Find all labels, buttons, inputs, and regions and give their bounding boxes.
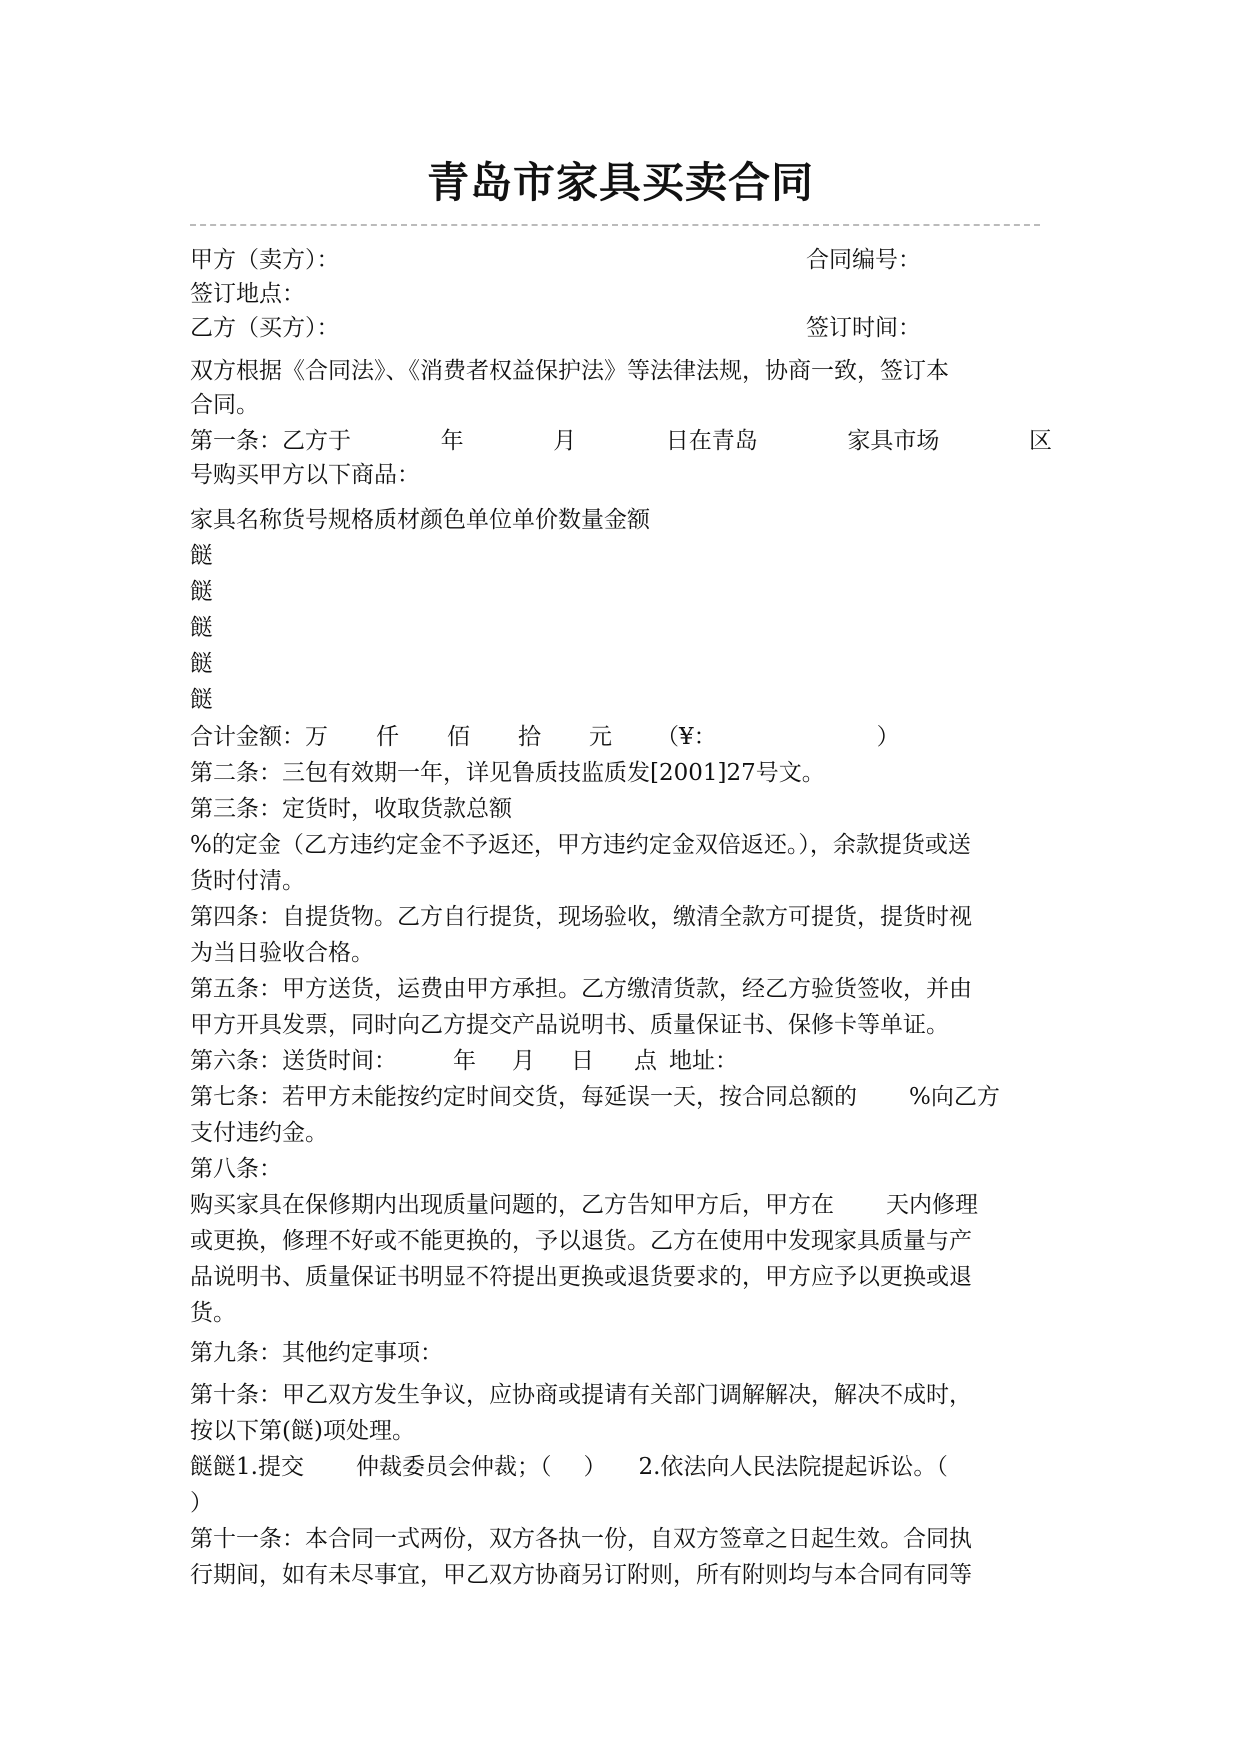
article-1-line-1 bbox=[190, 426, 1052, 456]
total-close: ） bbox=[876, 724, 900, 750]
article-1-line-2: 号购买甲方以下商品： bbox=[190, 462, 420, 488]
article-10-line-1: 第十条：甲乙双方发生争议，应协商或提请有关部门调解解决，解决不成时， bbox=[190, 1382, 972, 1408]
goods-table-row: 餸 bbox=[190, 615, 213, 641]
signing-time-label: 签订时间： bbox=[806, 315, 921, 341]
dispute-option-1: 餸餸1.提交 bbox=[190, 1454, 304, 1480]
article-6 bbox=[190, 1046, 1052, 1076]
article-3-line-2: %的定金（乙方违约定金不予返还，甲方违约定金双倍返还。），余款提货或送 bbox=[190, 832, 971, 858]
goods-table-row: 餸 bbox=[190, 687, 213, 713]
total-yen: （¥： bbox=[656, 724, 717, 750]
document-title: 青岛市家具买卖合同 bbox=[426, 158, 814, 207]
goods-table-row: 餸 bbox=[190, 579, 213, 605]
total-amount-label: 合计金额：万 bbox=[190, 724, 328, 750]
article-8-line-3: 品说明书、质量保证书明显不符提出更换或退货要求的，甲方应予以更换或退 bbox=[190, 1264, 972, 1290]
total-unit: 拾 bbox=[518, 724, 541, 750]
article-6-address: 地址： bbox=[669, 1048, 738, 1074]
article-3-line-3: 货时付清。 bbox=[190, 868, 305, 894]
article-7-line-2: 支付违约金。 bbox=[190, 1120, 328, 1146]
contract-number-label: 合同编号： bbox=[806, 247, 921, 273]
total-unit: 仟 bbox=[376, 724, 399, 750]
article-8-text: 购买家具在保修期内出现质量问题的，乙方告知甲方后，甲方在 bbox=[190, 1192, 834, 1218]
article-2: 第二条：三包有效期一年，详见鲁质技监质发[2001]27号文。 bbox=[190, 760, 825, 786]
article-11-line-2: 行期间，如有未尽事宜，甲乙双方协商另订附则，所有附则均与本合同有同等 bbox=[190, 1562, 972, 1588]
article-8-days: 天内修理 bbox=[886, 1192, 978, 1218]
title-divider bbox=[190, 224, 1040, 226]
article-6-part: 年 bbox=[453, 1048, 476, 1074]
article-7-line-1 bbox=[190, 1082, 1052, 1112]
intro-line-1: 双方根据《合同法》、《消费者权益保护法》等法律法规，协商一致，签订本 bbox=[190, 358, 949, 384]
goods-table-row: 餸 bbox=[190, 543, 213, 569]
article-8-line-1 bbox=[190, 1190, 1052, 1220]
article-8-title: 第八条： bbox=[190, 1156, 282, 1182]
article-1-part: 区 bbox=[1028, 428, 1052, 454]
signing-place-label: 签订地点： bbox=[190, 281, 305, 307]
article-6-part: 点 bbox=[634, 1048, 657, 1074]
article-7-rate: %向乙方 bbox=[909, 1084, 1000, 1110]
goods-table-row: 餸 bbox=[190, 651, 213, 677]
dispute-options-line-2: ） bbox=[190, 1490, 213, 1516]
article-1-part: 日在青岛 bbox=[665, 428, 758, 454]
article-6-label: 第六条：送货时间： bbox=[190, 1048, 397, 1074]
article-6-part: 日 bbox=[571, 1048, 594, 1074]
article-8-line-4: 货。 bbox=[190, 1300, 236, 1326]
party-b-label: 乙方（买方）： bbox=[190, 315, 340, 341]
total-amount-line bbox=[190, 722, 1052, 752]
dispute-options-line-1 bbox=[190, 1452, 1052, 1482]
article-7-text: 第七条：若甲方未能按约定时间交货，每延误一天，按合同总额的 bbox=[190, 1084, 857, 1110]
intro-line-2: 合同。 bbox=[190, 392, 259, 418]
article-1-part: 年 bbox=[440, 428, 464, 454]
article-5-line-1: 第五条：甲方送货，运费由甲方承担。乙方缴清货款，经乙方验货签收，并由 bbox=[190, 976, 972, 1002]
total-unit: 元 bbox=[589, 724, 612, 750]
total-unit: 佰 bbox=[447, 724, 470, 750]
article-1-part: 家具市场 bbox=[847, 428, 940, 454]
dispute-option-1-text: 仲裁委员会仲裁；（ bbox=[355, 1454, 552, 1480]
article-6-part: 月 bbox=[512, 1048, 535, 1074]
dispute-option-1-close: ） bbox=[583, 1454, 607, 1480]
party-a-label: 甲方（卖方）： bbox=[190, 247, 340, 273]
dispute-option-2: 2.依法向人民法院提起诉讼。（ bbox=[638, 1454, 948, 1480]
article-4-line-1: 第四条：自提货物。乙方自行提货，现场验收，缴清全款方可提货，提货时视 bbox=[190, 904, 972, 930]
article-3-line-1: 第三条：定货时，收取货款总额 bbox=[190, 796, 512, 822]
article-1-part: 月 bbox=[553, 428, 577, 454]
article-11-line-1: 第十一条：本合同一式两份，双方各执一份，自双方签章之日起生效。合同执 bbox=[190, 1526, 972, 1552]
goods-table-header: 家具名称货号规格质材颜色单位单价数量金额 bbox=[190, 507, 650, 533]
article-9: 第九条：其他约定事项： bbox=[190, 1340, 443, 1366]
article-5-line-2: 甲方开具发票，同时向乙方提交产品说明书、质量保证书、保修卡等单证。 bbox=[190, 1012, 949, 1038]
article-1-part: 第一条：乙方于 bbox=[190, 428, 351, 454]
article-8-line-2: 或更换，修理不好或不能更换的，予以退货。乙方在使用中发现家具质量与产 bbox=[190, 1228, 972, 1254]
article-4-line-2: 为当日验收合格。 bbox=[190, 940, 374, 966]
article-10-line-2: 按以下第(餸)项处理。 bbox=[190, 1418, 415, 1444]
